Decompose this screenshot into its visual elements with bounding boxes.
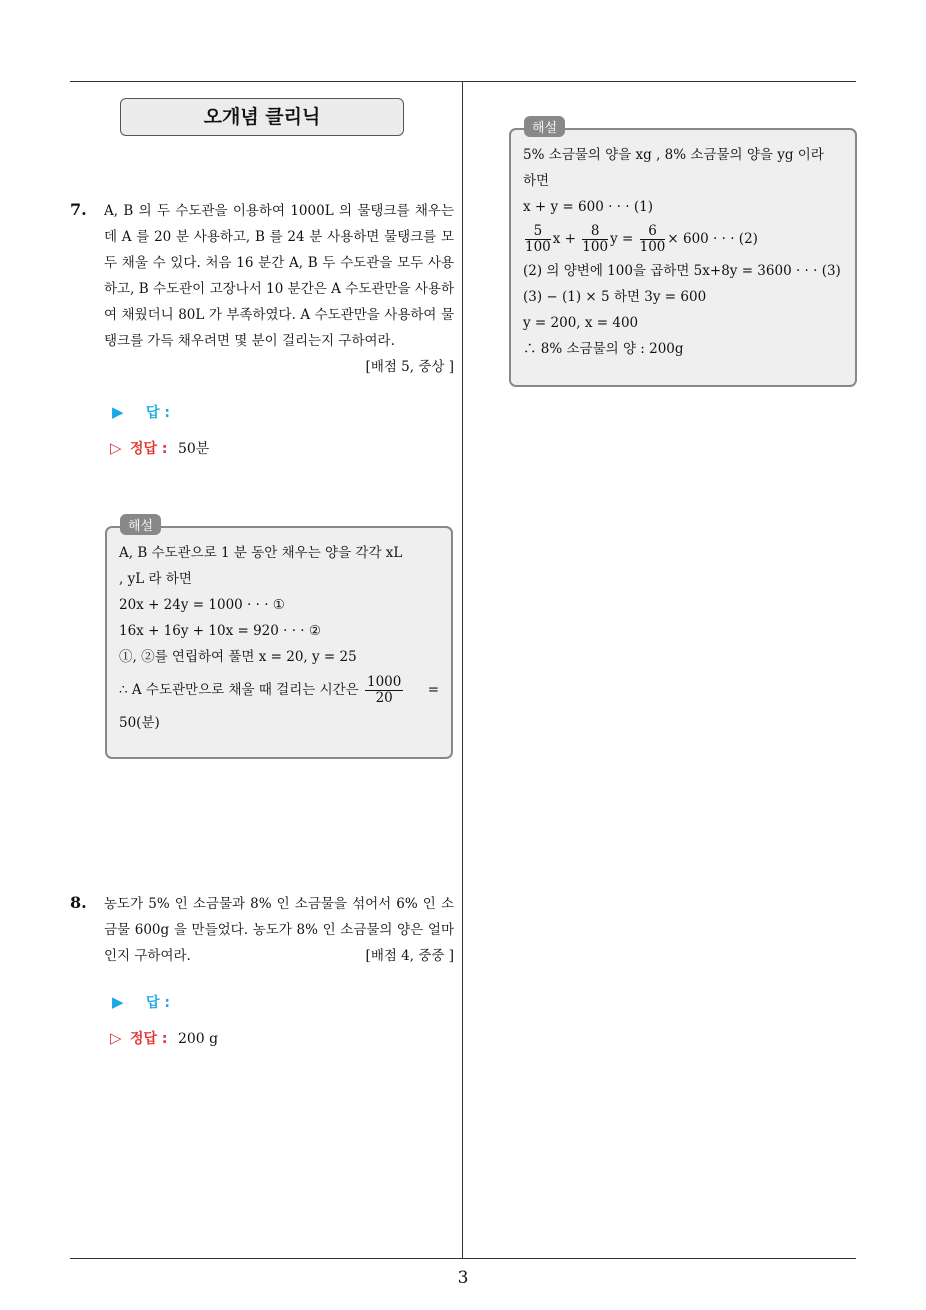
solution-line: x + y = 600 · · · (1) bbox=[523, 199, 653, 215]
solution-line: ①, ②를 연립하여 풀면 x = 20, y = 25 bbox=[119, 649, 357, 665]
problem-7-answer-row bbox=[112, 402, 170, 422]
problem-8-solution-box bbox=[509, 128, 857, 387]
column-divider bbox=[462, 82, 463, 1258]
fraction-denominator: 20 bbox=[375, 690, 393, 706]
solution-line: (2) 의 양변에 100을 곱하면 5x+8y = 3600 · · · (3) bbox=[523, 263, 841, 279]
fraction-numerator: 5 bbox=[525, 224, 551, 240]
problem-8-text bbox=[104, 891, 454, 969]
problem-7-solution-box bbox=[105, 526, 453, 759]
solution-line: y = 200, x = 400 bbox=[523, 315, 639, 331]
problem-8-answer-row bbox=[112, 992, 170, 1012]
fraction bbox=[582, 224, 608, 255]
play-icon: ▶ bbox=[112, 993, 124, 1011]
page-title: 오개념 클리닉 bbox=[120, 98, 404, 136]
solution-text: ∴ A 수도관만으로 채울 때 걸리는 시간은 bbox=[119, 682, 359, 698]
problem-8-question: 농도가 5% 인 소금물과 8% 인 소금물을 섞어서 6% 인 소금물 600g 을 만들었다. 농도가 8% 인 소금물의 양은 얼마인지 구하여라. bbox=[104, 896, 454, 964]
fraction bbox=[365, 675, 403, 706]
fraction-denominator: 100 bbox=[639, 239, 666, 255]
fraction bbox=[525, 224, 551, 255]
problem-7-score: [배점 5, 중상 ] bbox=[365, 359, 454, 375]
page-number: 3 bbox=[457, 1268, 469, 1288]
correct-answer-label: 정답 : bbox=[130, 1031, 168, 1047]
problem-7-correct-row bbox=[110, 438, 209, 458]
solution-line-fractions bbox=[523, 220, 843, 258]
bottom-rule bbox=[70, 1258, 856, 1259]
solution-equals: = bbox=[427, 682, 439, 698]
top-rule bbox=[70, 81, 856, 82]
fraction-numerator: 6 bbox=[640, 224, 666, 240]
problem-7-question: A, B 의 두 수도관을 이용하여 1000L 의 물탱크를 채우는 데 A 를 20 분 사용하고, B 를 24 분 사용하면 물탱크를 모두 채울 수 있다. 처음 16 분간 A, B 두 수도관을 모두 사용하고, B 수도관이 고장나서 10 분간은 A 수도관만을 사용하여 채웠더니 80L 가 부족하였다. A 수도관만을 사용하여 물탱크를 가득 채우려면 몇 분이 걸리는지 구하여라. bbox=[104, 203, 454, 349]
solution-tag: 해설 bbox=[120, 514, 161, 535]
solution-line: 20x + 24y = 1000 · · · ① bbox=[119, 597, 285, 613]
answer-label: 답 : bbox=[146, 995, 170, 1011]
correct-answer-value: 50분 bbox=[177, 441, 210, 457]
outline-triangle-icon: ▷ bbox=[110, 1029, 122, 1047]
problem-8-score: [배점 4, 중중 ] bbox=[365, 948, 454, 964]
solution-line-fraction bbox=[119, 670, 439, 710]
solution-text: × 600 · · · (2) bbox=[667, 231, 758, 247]
fraction-numerator: 1000 bbox=[367, 674, 402, 690]
fraction-denominator: 100 bbox=[582, 239, 609, 255]
solution-tag: 해설 bbox=[524, 116, 565, 137]
solution-line: , yL 라 하면 bbox=[119, 571, 192, 587]
solution-line: 16x + 16y + 10x = 920 · · · ② bbox=[119, 623, 321, 639]
fraction bbox=[640, 224, 666, 255]
answer-label: 답 : bbox=[146, 405, 170, 421]
solution-line: ∴ 8% 소금물의 양 : 200g bbox=[523, 341, 684, 357]
solution-text: x + bbox=[552, 231, 576, 247]
problem-8-correct-row bbox=[110, 1028, 218, 1048]
solution-text: y = bbox=[610, 231, 634, 247]
solution-line: A, B 수도관으로 1 분 동안 채우는 양을 각각 xL bbox=[119, 545, 403, 561]
fraction-numerator: 8 bbox=[582, 224, 608, 240]
solution-line: 5% 소금물의 양을 xg , 8% 소금물의 양을 yg 이라 bbox=[523, 147, 824, 163]
problem-7-number: 7. bbox=[70, 200, 87, 219]
play-icon: ▶ bbox=[112, 403, 124, 421]
correct-answer-value: 200 g bbox=[177, 1031, 219, 1047]
solution-line: 하면 bbox=[523, 173, 550, 189]
problem-7-text bbox=[104, 198, 454, 380]
solution-line: 50(분) bbox=[119, 715, 160, 731]
problem-8-number: 8. bbox=[70, 893, 87, 912]
fraction-denominator: 100 bbox=[525, 239, 551, 255]
solution-line: (3) − (1) × 5 하면 3y = 600 bbox=[523, 289, 707, 305]
outline-triangle-icon: ▷ bbox=[110, 439, 122, 457]
correct-answer-label: 정답 : bbox=[130, 441, 168, 457]
